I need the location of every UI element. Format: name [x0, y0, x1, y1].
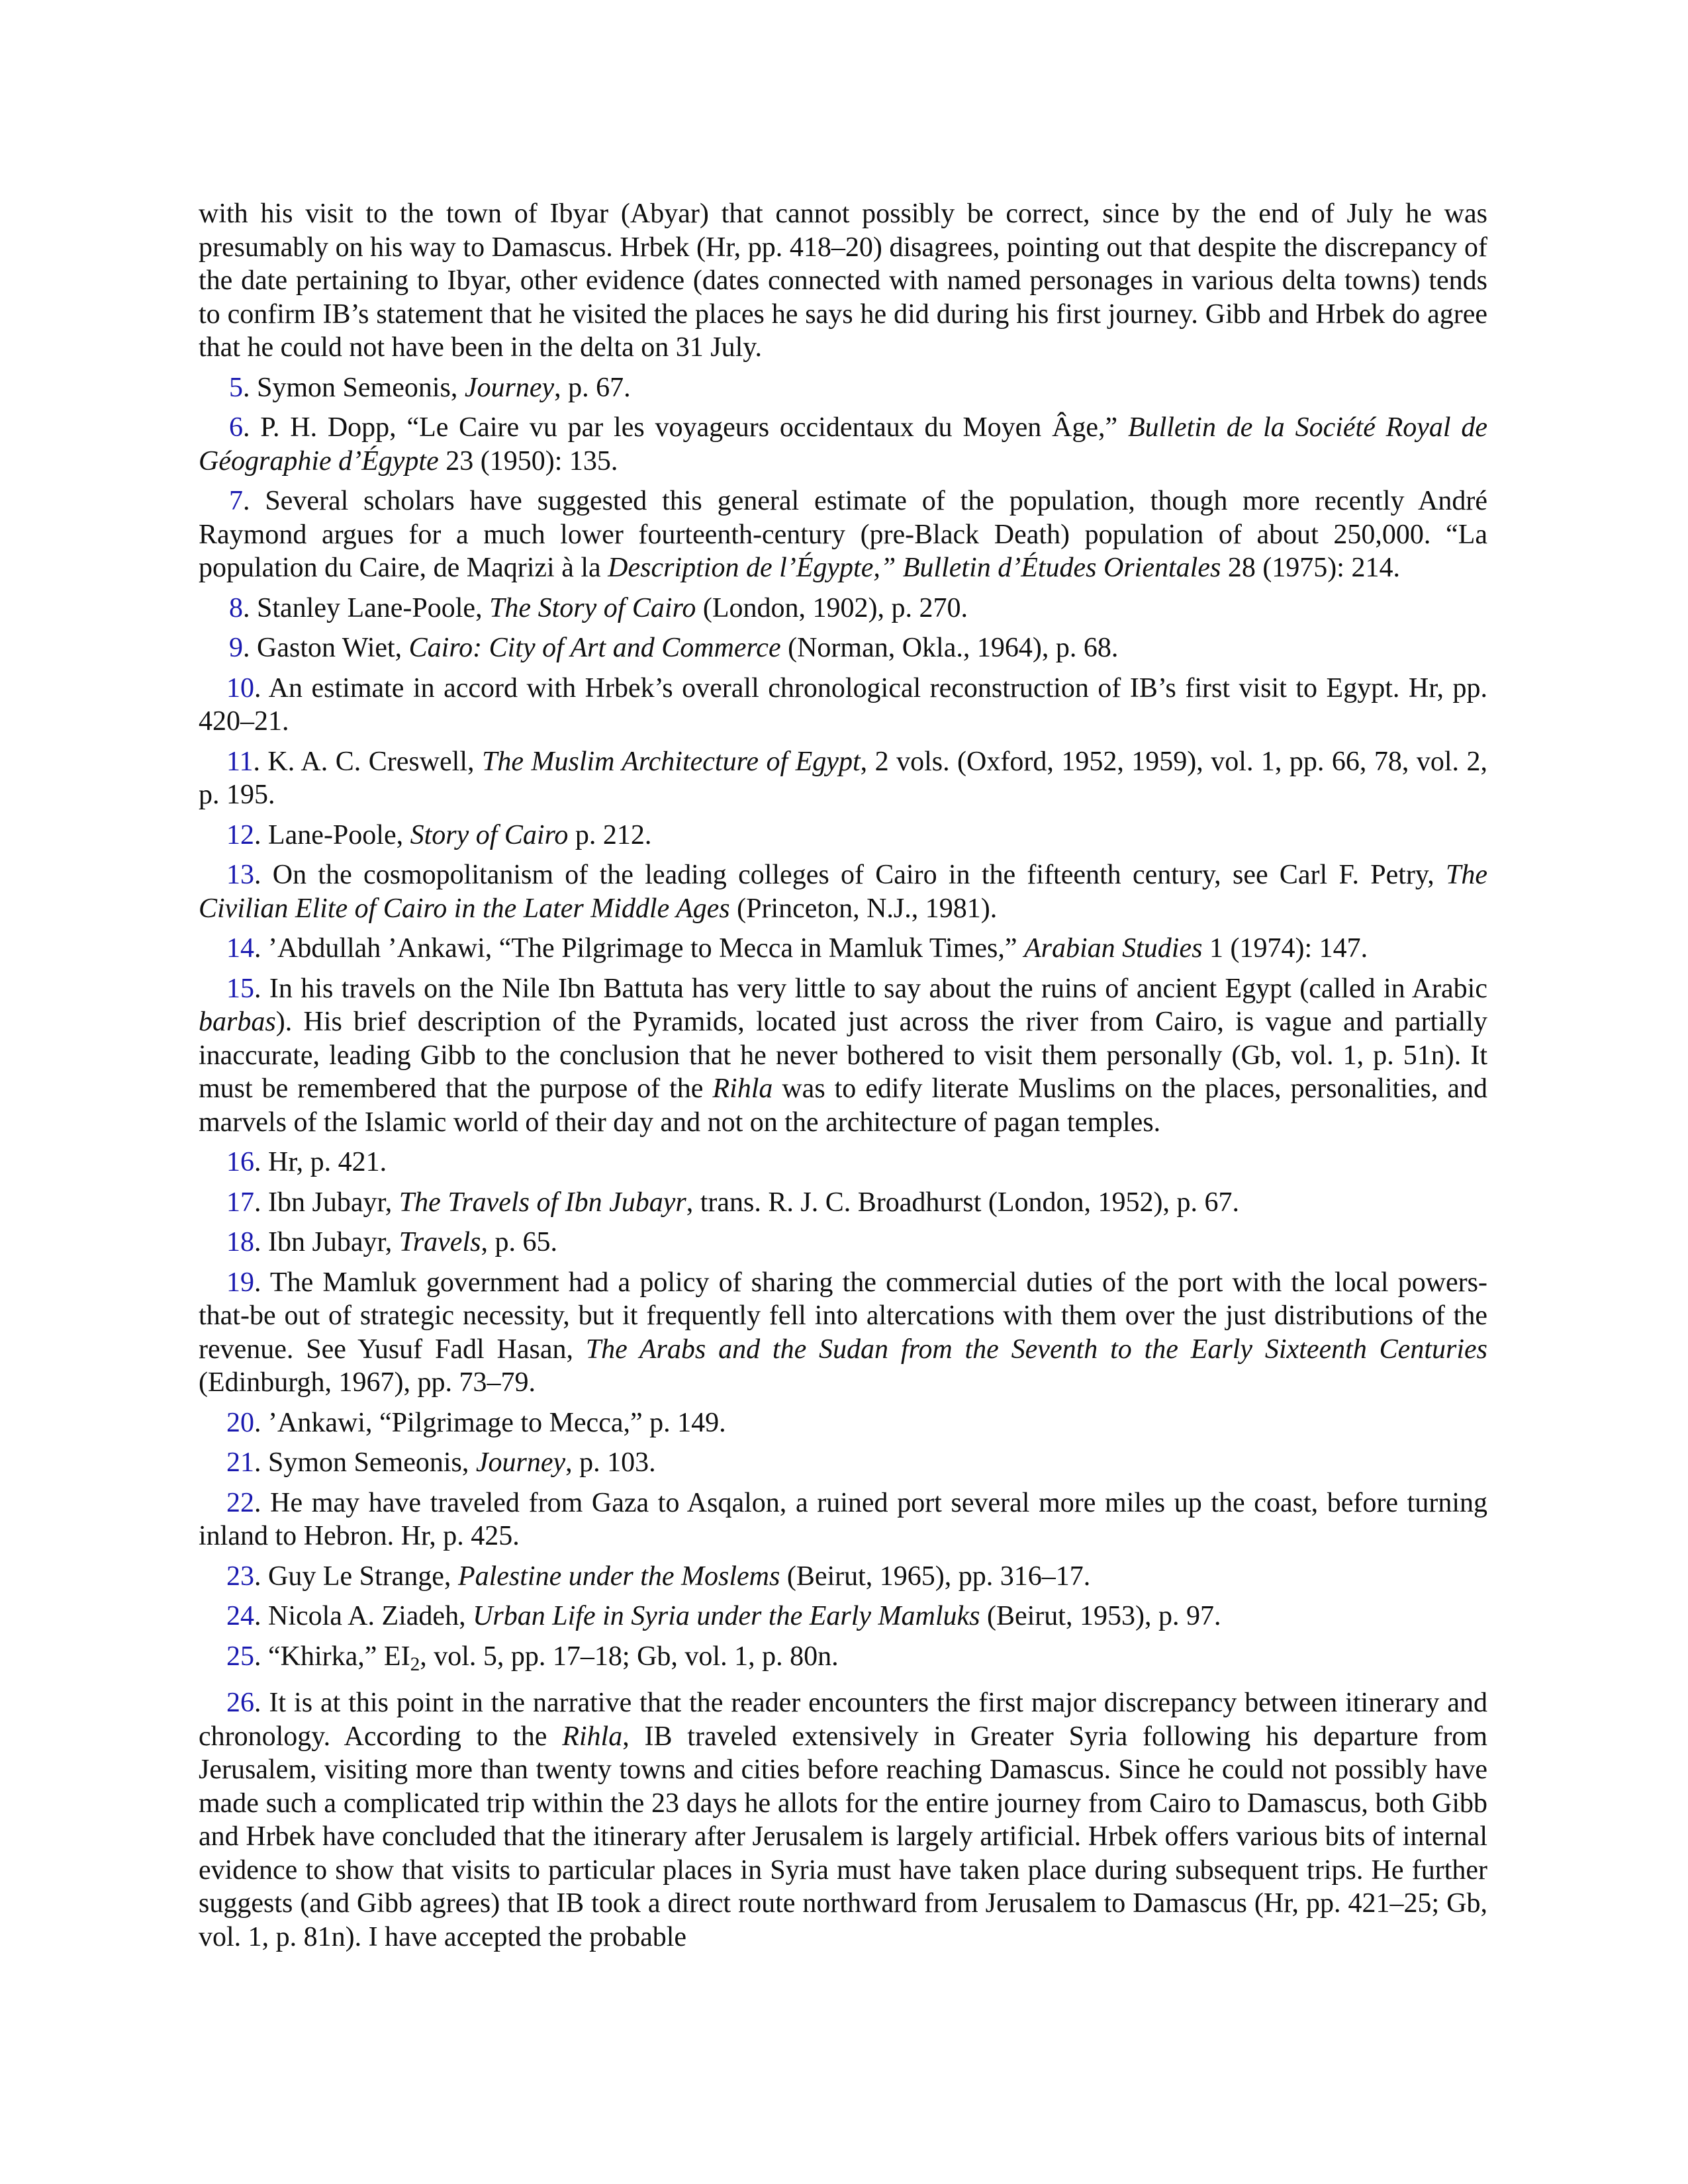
endnote-number-link[interactable]: 25: [226, 1641, 254, 1672]
endnote-text: . P. H. Dopp, “Le Caire vu par les voyageurs occidentaux du Moyen Âge,”: [243, 412, 1128, 443]
endnote-title: Journey: [464, 372, 555, 403]
endnote-text: . Ibn Jubayr,: [254, 1187, 399, 1218]
endnote-title: The Story of Cairo: [489, 592, 696, 623]
endnote-text: , vol. 5, pp. 17–18; Gb, vol. 1, p. 80n.: [420, 1641, 839, 1672]
endnote-text: . In his travels on the Nile Ibn Battuta has very little to say about the ruins of ancient Egypt (called in Arabic: [254, 973, 1487, 1004]
endnote-text: . Hr, p. 421.: [254, 1147, 387, 1177]
endnote-text: , p. 67.: [554, 372, 631, 403]
endnote-number-link[interactable]: 16: [226, 1147, 254, 1177]
endnote-22: [199, 1486, 1487, 1553]
endnote-text: . The Mamluk government had a policy of sharing the commercial duties of the port with the local powers-that-be out of strategic necessity, but it frequently fell into altercations with them over the just distributions of the revenue. See Yusuf Fadl Hasan,: [199, 1267, 1487, 1365]
endnote-text: . Ibn Jubayr,: [254, 1227, 399, 1257]
endnote-text: , 2 vols. (Oxford, 1952, 1959), vol. 1, pp. 66, 78, vol. 2, p. 195.: [199, 746, 1487, 810]
endnote-24: [199, 1600, 1487, 1633]
subscript: 2: [410, 1653, 420, 1675]
endnote-18: [199, 1226, 1487, 1259]
endnote-text: . Guy Le Strange,: [254, 1561, 458, 1592]
endnote-number-link[interactable]: 9: [229, 633, 243, 663]
endnote-5: [199, 371, 1487, 405]
endnote-number-link[interactable]: 5: [229, 372, 243, 403]
endnote-text: (Edinburgh, 1967), pp. 73–79.: [199, 1367, 536, 1398]
endnote-19: [199, 1266, 1487, 1400]
endnote-text: , trans. R. J. C. Broadhurst (London, 1952), p. 67.: [686, 1187, 1240, 1218]
endnote-number-link[interactable]: 14: [226, 933, 254, 964]
endnote-title: The Arabs and the Sudan from the Seventh to the Early Sixteenth Centuries: [585, 1334, 1487, 1365]
endnote-title: Journey: [475, 1447, 566, 1478]
endnote-number-link[interactable]: 17: [226, 1187, 254, 1218]
endnote-6: [199, 411, 1487, 478]
endnote-title: The Muslim Architecture of Egypt: [482, 746, 861, 777]
endnote-text: . An estimate in accord with Hrbek’s overall chronological reconstruction of IB’s first visit to Egypt. Hr, pp. 420–21.: [199, 672, 1487, 737]
endnote-text: . Symon Semeonis,: [243, 372, 465, 403]
endnote-text: . Symon Semeonis,: [254, 1447, 476, 1478]
endnote-text: . K. A. C. Creswell,: [253, 746, 483, 777]
endnote-9: [199, 631, 1487, 665]
endnote-16: [199, 1146, 1487, 1179]
endnote-text: . Lane-Poole,: [254, 819, 410, 850]
endnote-text: . Gaston Wiet,: [243, 633, 409, 663]
endnote-title: Palestine under the Moslems: [457, 1561, 780, 1592]
endnote-17: [199, 1186, 1487, 1220]
endnote-list: [199, 371, 1487, 1954]
endnote-23: [199, 1560, 1487, 1594]
endnote-text: (London, 1902), p. 270.: [696, 592, 968, 623]
endnote-14: [199, 932, 1487, 966]
endnote-12: [199, 819, 1487, 852]
endnote-text: 28 (1975): 214.: [1221, 553, 1400, 583]
endnote-10: [199, 672, 1487, 739]
endnote-text: . Stanley Lane-Poole,: [243, 592, 490, 623]
endnote-number-link[interactable]: 19: [226, 1267, 254, 1298]
endnote-text: . On the cosmopolitanism of the leading colleges of Cairo in the fifteenth century, see Carl F. Petry,: [254, 860, 1446, 890]
endnote-text: . Several scholars have suggested this general estimate of the population, though more recently André Raymond argues for a much lower fourteenth-century (pre-Black Death) population of about 250,000. “La population du Caire, de Maqrizi à la: [199, 486, 1487, 583]
endnote-21: [199, 1446, 1487, 1480]
endnote-26: [199, 1686, 1487, 1954]
endnote-text: , p. 65.: [481, 1227, 557, 1257]
endnote-text: , IB traveled extensively in Greater Syria following his departure from Jerusalem, visiting more than twenty towns and cities before reaching Damascus. Since he could not possibly have made such a complicated trip within the 23 days he allots for the entire journey from Cairo to Damascus, both Gibb and Hrbek have concluded that the itinerary after Jerusalem is largely artificial. Hrbek offers various bits of internal evidence to show that visits to particular places in Syria must have taken place during subsequent trips. He further suggests (and Gibb agrees) that IB took a direct route northward from Jerusalem to Damascus (Hr, pp. 421–25; Gb, vol. 1, p. 81n). I have accepted the probable: [199, 1721, 1487, 1952]
endnote-number-link[interactable]: 21: [226, 1447, 254, 1478]
endnote-number-link[interactable]: 18: [226, 1227, 254, 1257]
endnote-title: Arabian Studies: [1023, 933, 1203, 964]
endnote-text: . Nicola A. Ziadeh,: [254, 1601, 473, 1631]
endnote-text: . “Khirka,” EI: [254, 1641, 410, 1672]
endnote-number-link[interactable]: 8: [229, 592, 243, 623]
endnote-number-link[interactable]: 26: [226, 1688, 254, 1718]
endnote-number-link[interactable]: 20: [226, 1407, 254, 1438]
endnote-number-link[interactable]: 10: [226, 672, 254, 704]
endnote-title: The Travels of Ibn Jubayr: [399, 1187, 686, 1218]
endnote-text: . He may have traveled from Gaza to Asqalon, a ruined port several more miles up the coast, before turning inland to Hebron. Hr, p. 425.: [199, 1487, 1487, 1551]
endnote-8: [199, 592, 1487, 625]
endnote-text: (Princeton, N.J., 1981).: [729, 893, 998, 924]
endnote-text: ). His brief description of the Pyramids, located just across the river from Cairo, is vague and partially inaccurate, leading Gibb to the conclusion that he never bothered to visit them personally (Gb, vol. 1, p. 51n). It must be remembered that the purpose of the: [199, 1007, 1487, 1104]
endnote-15: [199, 972, 1487, 1140]
endnote-title: Travels: [399, 1227, 481, 1257]
endnote-text: , p. 103.: [565, 1447, 656, 1478]
endnote-number-link[interactable]: 7: [229, 486, 243, 516]
endnote-title: Cairo: City of Art and Commerce: [408, 633, 781, 663]
endnote-title: Story of Cairo: [410, 819, 569, 850]
endnote-number-link[interactable]: 22: [226, 1487, 254, 1518]
endnotes-text: [199, 197, 1487, 1960]
endnote-title: Bulletin de la Société Royal de Géographie d’Égypte: [199, 412, 1487, 477]
endnote-title: barbas: [199, 1007, 276, 1037]
endnote-text: (Norman, Okla., 1964), p. 68.: [780, 633, 1119, 663]
endnote-13: [199, 858, 1487, 925]
endnote-title: Rihla: [562, 1721, 623, 1752]
continued-note-text: with his visit to the town of Ibyar (Abyar) that cannot possibly be correct, since by the end of July he was presumably on his way to Damascus. Hrbek (Hr, pp. 418–20) disagrees, pointing out that despite the discrepancy of the date pertaining to Ibyar, other evidence (dates connected with named personages in various delta towns) tends to confirm IB’s statement that he visited the places he says he did during his first journey. Gibb and Hrbek do agree that he could not have been in the delta on 31 July.: [199, 199, 1487, 363]
endnote-25: [199, 1640, 1487, 1674]
endnote-20: [199, 1406, 1487, 1440]
endnote-title: Rihla: [712, 1073, 773, 1104]
endnote-11: [199, 745, 1487, 812]
endnote-text: was to edify literate Muslims on the places, personalities, and marvels of the Islamic world of their day and not on the architecture of pagan temples.: [199, 1073, 1487, 1138]
endnote-7: [199, 484, 1487, 585]
endnote-text: (Beirut, 1965), pp. 316–17.: [780, 1561, 1091, 1592]
endnote-title: Description de l’Égypte,” Bulletin d’Études Orientales: [608, 553, 1221, 583]
endnote-number-link[interactable]: 11: [226, 746, 254, 777]
endnote-number-link[interactable]: 23: [226, 1561, 254, 1592]
endnote-text: . It is at this point in the narrative that the reader encounters the first major discrepancy between itinerary and chronology. According to the: [199, 1688, 1487, 1752]
endnote-number-link[interactable]: 6: [229, 412, 243, 443]
endnote-title: The Civilian Elite of Cairo in the Later Middle Ages: [199, 860, 1487, 924]
endnote-number-link[interactable]: 24: [226, 1601, 254, 1631]
endnote-number-link[interactable]: 15: [226, 973, 254, 1004]
endnote-text: . ’Ankawi, “Pilgrimage to Mecca,” p. 149.: [254, 1407, 726, 1438]
endnote-text: 23 (1950): 135.: [438, 445, 618, 477]
endnote-text: . ’Abdullah ’Ankawi, “The Pilgrimage to Mecca in Mamluk Times,”: [254, 933, 1024, 964]
endnote-number-link[interactable]: 12: [226, 819, 254, 850]
endnote-title: Urban Life in Syria under the Early Mamluks: [473, 1601, 980, 1631]
endnote-text: 1 (1974): 147.: [1202, 933, 1368, 964]
endnote-text: p. 212.: [568, 819, 652, 850]
endnote-text: (Beirut, 1953), p. 97.: [980, 1601, 1221, 1631]
endnote-number-link[interactable]: 13: [226, 860, 254, 890]
